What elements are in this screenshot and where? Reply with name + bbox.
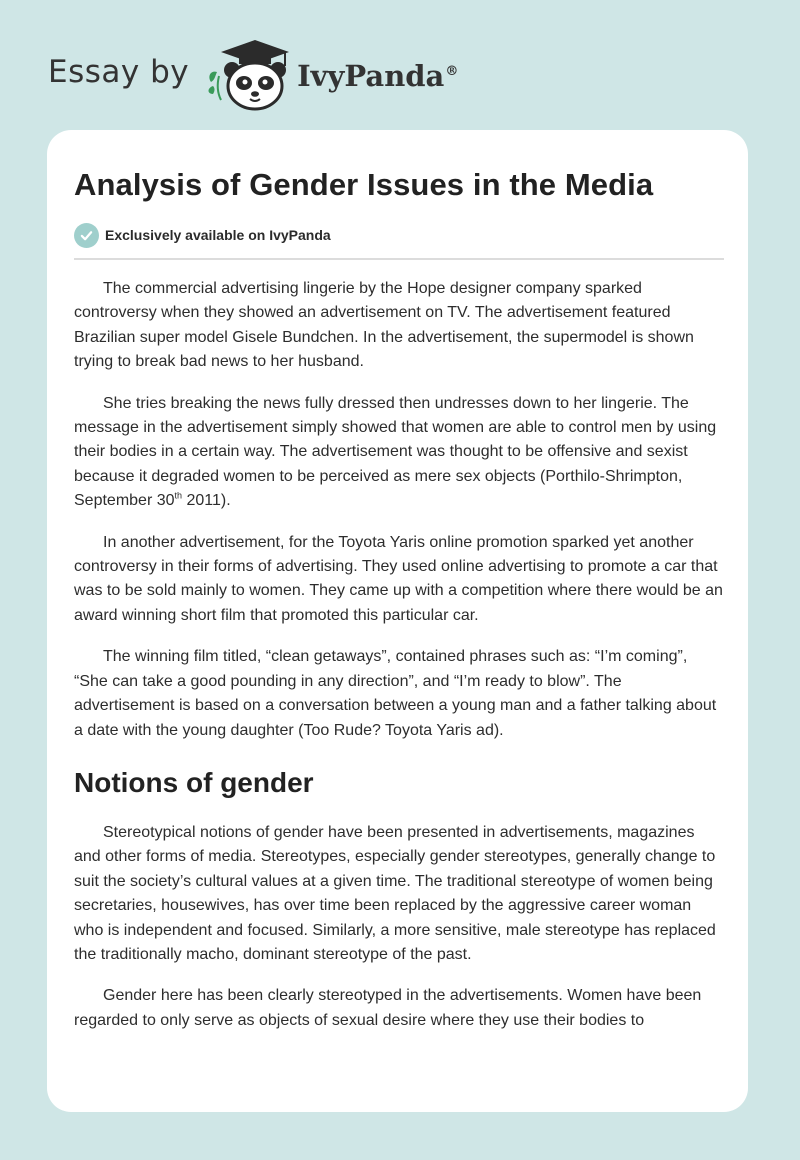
registered-mark: ® [445,64,459,80]
paragraph: Stereotypical notions of gender have been presented in advertisements, magazines and other forms of media. Stereotypes, especially gender stereotypes, generally change to suit the society’s cultural values at a given time. The traditional stereotype of women being secretaries, housewives, has over time been replaced by the aggressive career woman who is independent and focused. Similarly, a more sensitive, male stereotype has replaced the traditionally macho, dominant stereotype of the past. [74,823,716,963]
exclusive-badge [74,222,724,248]
leaf-icon [209,72,222,100]
essay-body [74,277,724,1033]
essay-by-label: Essay by [48,54,190,90]
paragraph: The winning film titled, “clean getaways”, contained phrases such as: “I’m coming”, “She can take a good pounding in any direction”, and “I’m ready to blow”. The advertisement is based on a conversation between a young man and a father talking about a date with the young daughter (Too Rude? Toyota Yaris ad). [74,648,717,739]
site-header [48,34,458,114]
exclusive-label: Exclusively available on IvyPanda [105,227,331,243]
paragraph: In another advertisement, for the Toyota Yaris online promotion sparked yet another controversy in their forms of advertising. They used online advertising to promote a car that was to be sold mainly to women. They came up with a competition where there would be an award winning short film that promoted this particular car. [74,533,723,624]
brand-name[interactable]: IvyPanda® [297,59,459,93]
paragraph: The commercial advertising lingerie by the Hope designer company sparked controversy when they showed an advertisement on TV. The advertisement featured Brazilian super model Gisele Bundchen. In the advertisement, the supermodel is shown trying to break bad news to her husband. [74,280,694,371]
page-title: Analysis of Gender Issues in the Media [74,167,654,202]
essay-card [47,130,748,1112]
section-heading: Notions of gender [74,766,314,798]
check-icon [74,223,99,248]
paragraph: Gender here has been clearly stereotyped in the advertisements. Women have been regarded to only serve as objects of sexual desire where they use their bodies to [74,987,702,1029]
divider [74,258,724,260]
paragraph: She tries breaking the news fully dressed then undresses down to her lingerie. The message in the advertisement simply showed that women are able to control men by using their bodies in a certain way. The advertisement was thought to be offensive and sexist because it degraded women to be perceived as mere sex objects (Porthilo-Shrimpton, September 30th 2011). [74,394,717,510]
panda-graduate-icon[interactable] [205,36,293,112]
